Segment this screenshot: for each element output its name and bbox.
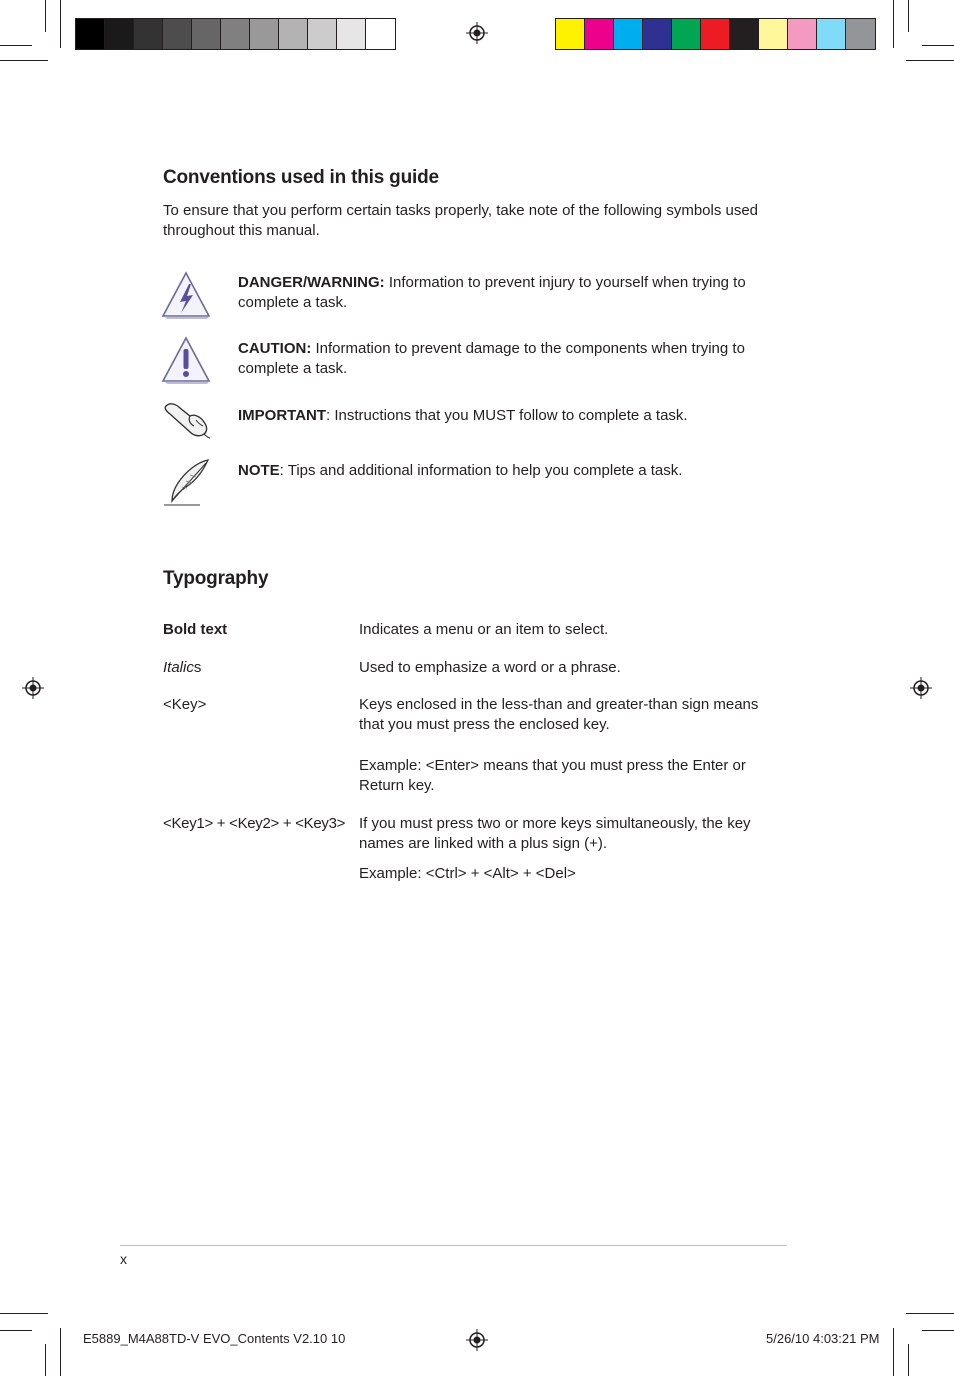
conventions-title: Conventions used in this guide: [163, 167, 439, 188]
crop-mark: [45, 0, 46, 32]
crop-mark: [922, 1330, 954, 1331]
crop-mark: [908, 0, 909, 32]
crop-mark: [0, 1313, 48, 1314]
color-swatch: [730, 19, 759, 49]
conventions-intro: To ensure that you perform certain tasks properly, take note of the following symbols used throughout this manual.: [163, 202, 759, 239]
crop-mark: [922, 45, 954, 46]
typo-term-combo: <Key1> + <Key2> + <Key3>: [163, 815, 346, 832]
crop-mark: [60, 1328, 61, 1376]
convention-item-important: IMPORTANT: Instructions that you MUST follow to complete a task.: [238, 407, 688, 424]
color-swatch: [701, 19, 730, 49]
lightning-warning-icon: [160, 270, 212, 320]
crop-mark: [0, 60, 48, 61]
color-swatch: [250, 19, 279, 49]
pointing-hand-icon: [160, 398, 212, 448]
grayscale-color-bar: [75, 18, 396, 50]
quill-pen-icon: [160, 457, 212, 507]
crop-mark: [60, 0, 61, 48]
typo-desc-combo: If you must press two or more keys simultaneously, the key names are linked with a plus sign (+).: [359, 815, 751, 852]
registration-mark-icon: [466, 1329, 488, 1351]
slug-file-info: E5889_M4A88TD-V EVO_Contents V2.10 10: [83, 1331, 346, 1346]
color-swatch: [192, 19, 221, 49]
color-swatch: [643, 19, 672, 49]
convention-item-caution: CAUTION: Information to prevent damage to the components when trying to complete a task.: [238, 340, 745, 377]
color-swatch: [585, 19, 614, 49]
crop-mark: [908, 1344, 909, 1376]
color-swatch: [134, 19, 163, 49]
typo-desc-italic: Used to emphasize a word or a phrase.: [359, 659, 621, 676]
convention-item-note: NOTE: Tips and additional information to help you complete a task.: [238, 462, 683, 479]
crop-mark: [45, 1344, 46, 1376]
crop-mark: [893, 0, 894, 48]
typo-term-bold: Bold text: [163, 621, 228, 638]
crop-mark: [0, 45, 32, 46]
color-swatch: [105, 19, 134, 49]
process-color-bar: [555, 18, 876, 50]
typo-desc-key: Keys enclosed in the less-than and greater-than sign means that you must press the enclosed key.: [359, 696, 759, 733]
color-swatch: [846, 19, 875, 49]
color-swatch: [672, 19, 701, 49]
color-swatch: [788, 19, 817, 49]
color-swatch: [337, 19, 366, 49]
color-swatch: [308, 19, 337, 49]
crop-mark: [906, 60, 954, 61]
registration-mark-icon: [466, 22, 488, 44]
color-swatch: [556, 19, 585, 49]
typo-example-key: Example: <Enter> means that you must press the Enter or Return key.: [359, 757, 746, 794]
crop-mark: [906, 1313, 954, 1314]
color-swatch: [76, 19, 105, 49]
color-swatch: [279, 19, 308, 49]
exclamation-caution-icon: [160, 335, 212, 385]
convention-item-danger: DANGER/WARNING: Information to prevent injury to yourself when trying to complete a task.: [238, 274, 746, 311]
registration-mark-icon: [22, 677, 44, 699]
page-number: x: [120, 1251, 127, 1267]
slug-timestamp: 5/26/10 4:03:21 PM: [766, 1331, 880, 1346]
typo-desc-bold: Indicates a menu or an item to select.: [359, 621, 609, 638]
typo-term-key: <Key>: [163, 696, 207, 713]
footer-rule: [120, 1245, 787, 1246]
color-swatch: [614, 19, 643, 49]
crop-mark: [893, 1328, 894, 1376]
typography-title: Typography: [163, 568, 269, 589]
color-swatch: [163, 19, 192, 49]
color-swatch: [221, 19, 250, 49]
crop-mark: [0, 1330, 32, 1331]
color-swatch: [759, 19, 788, 49]
color-swatch: [817, 19, 846, 49]
typo-example-combo: Example: <Ctrl> + <Alt> + <Del>: [359, 865, 576, 882]
color-swatch: [366, 19, 395, 49]
typo-term-italic: Italics: [163, 659, 202, 676]
registration-mark-icon: [910, 677, 932, 699]
